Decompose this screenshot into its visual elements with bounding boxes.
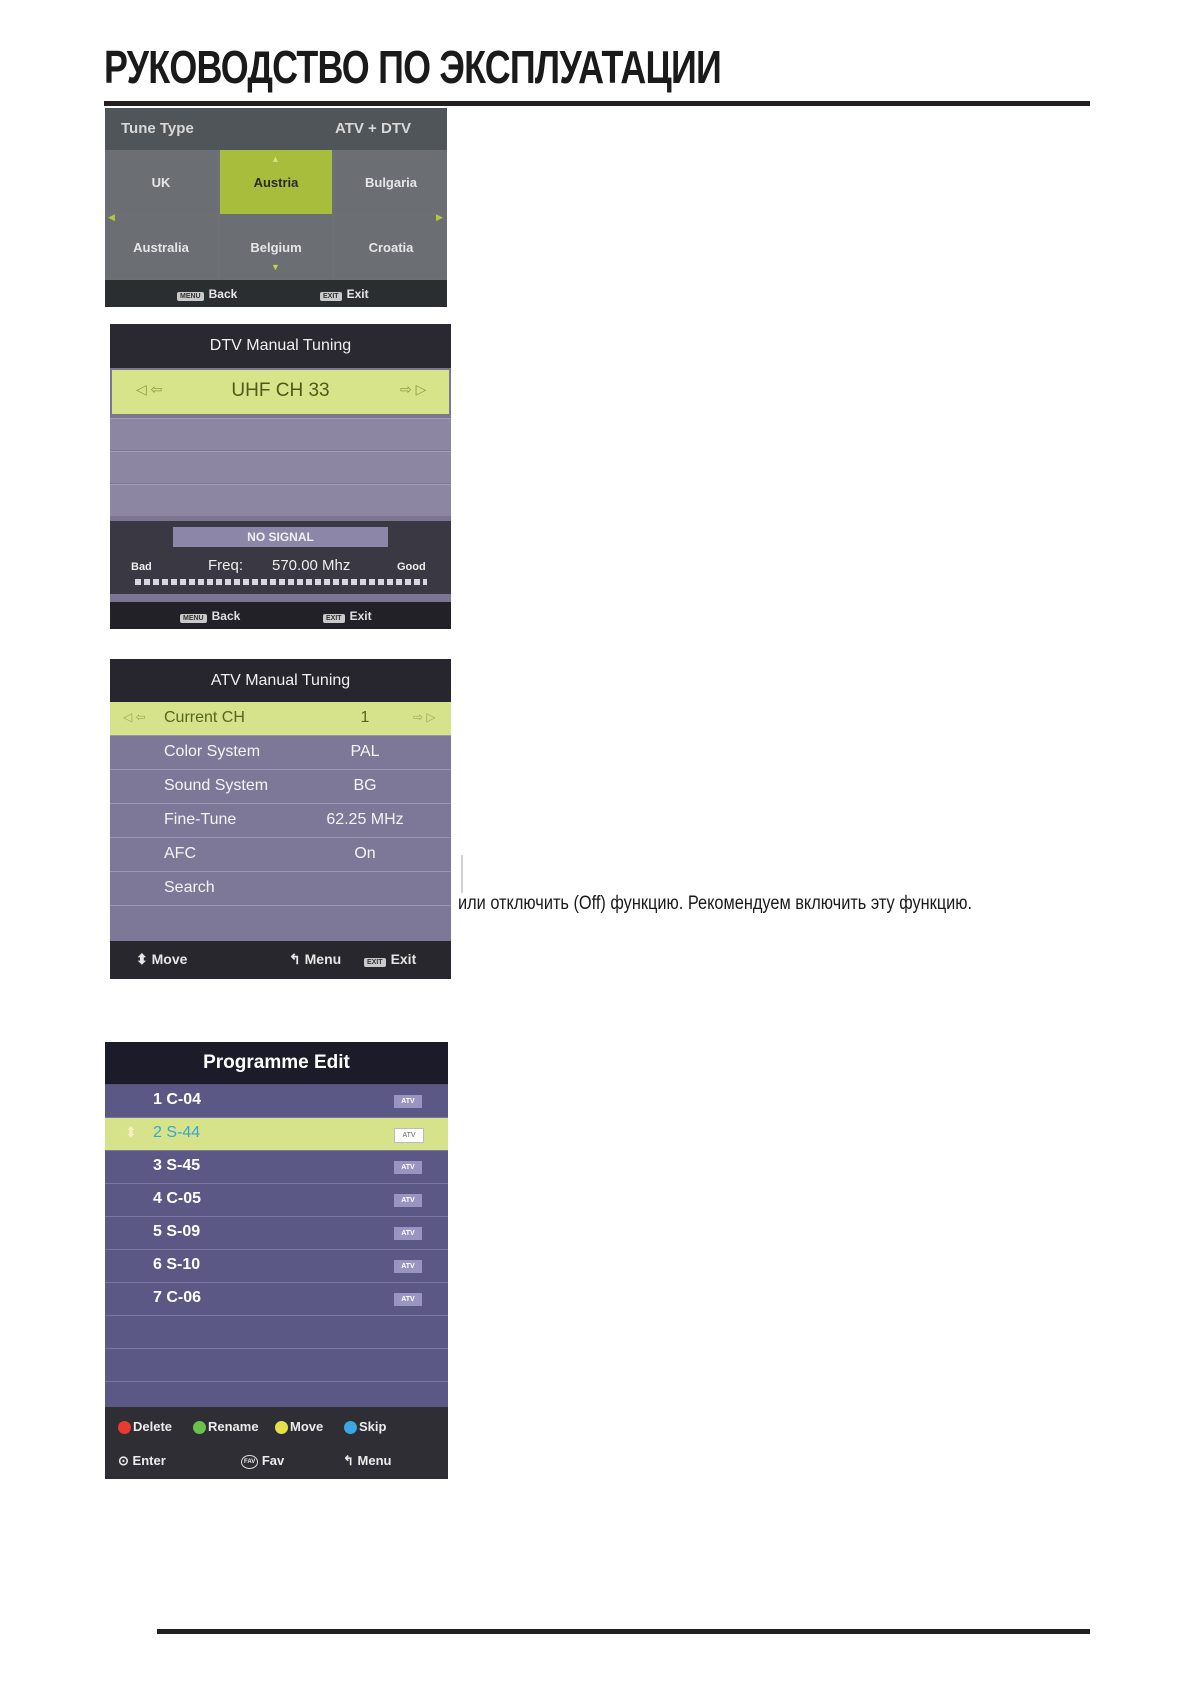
rename-hint: Rename — [193, 1419, 259, 1434]
left-arrow-icon: ◁ ⇦ — [123, 710, 146, 724]
programme-name: 6 S-10 — [153, 1256, 201, 1273]
atv-badge: ATV — [394, 1095, 422, 1108]
freq-label: Freq: — [208, 557, 244, 574]
tune-type-label: Tune Type — [121, 120, 194, 137]
atv-row-label: Color System — [164, 743, 261, 760]
programme-row[interactable] — [105, 1283, 448, 1316]
atv-row-value: 1 — [360, 709, 370, 726]
atv-badge: ATV — [394, 1260, 422, 1273]
dtv-channel-row[interactable] — [112, 370, 449, 414]
programme-row[interactable] — [105, 1184, 448, 1217]
return-icon: ↰ — [289, 951, 301, 967]
right-arrow-icon: ⇨ ▷ — [413, 710, 436, 724]
menu-hint: ↰ Menu — [289, 951, 342, 967]
atv-row-value: On — [354, 845, 376, 862]
move-hint: ⬍ Move — [136, 951, 188, 967]
programme-row[interactable] — [105, 1085, 448, 1118]
programme-edit-screen — [105, 1042, 448, 1479]
tune-type-header — [105, 108, 447, 150]
programme-name: 2 S-44 — [153, 1124, 201, 1141]
country-belgium[interactable]: Belgium — [220, 215, 332, 279]
atv-row-search[interactable] — [110, 872, 451, 906]
skip-hint: Skip — [344, 1419, 386, 1434]
programme-name: 3 S-45 — [153, 1157, 201, 1174]
tune-type-screen — [105, 108, 447, 307]
dtv-footer — [110, 602, 451, 629]
atv-row-label: Current CH — [164, 709, 245, 726]
programme-row-selected[interactable] — [105, 1118, 448, 1151]
atv-footer — [110, 941, 451, 979]
ok-icon: ⊙ — [118, 1453, 129, 1468]
atv-row-color-system[interactable] — [110, 736, 451, 770]
signal-panel — [110, 521, 451, 594]
move-hint: Move — [275, 1419, 323, 1434]
empty-row — [110, 418, 451, 450]
enter-hint: ⊙ Enter — [118, 1453, 166, 1468]
atv-row-value: PAL — [350, 743, 380, 760]
atv-row-label: Fine-Tune — [164, 811, 237, 828]
country-uk[interactable]: UK — [105, 150, 217, 214]
no-signal-banner: NO SIGNAL — [173, 527, 388, 547]
programme-row[interactable] — [105, 1151, 448, 1184]
atv-row-afc[interactable] — [110, 838, 451, 872]
tune-type-footer — [105, 280, 447, 307]
atv-badge: ATV — [394, 1161, 422, 1174]
atv-badge: ATV — [394, 1293, 422, 1306]
atv-row-value: 62.25 MHz — [326, 811, 404, 828]
atv-row-current-ch[interactable] — [110, 702, 451, 736]
empty-row — [105, 1316, 448, 1349]
dtv-title: DTV Manual Tuning — [110, 324, 451, 368]
programme-name: 7 C-06 — [153, 1289, 202, 1306]
atv-badge: ATV — [394, 1227, 422, 1240]
left-arrow-icon: ◀ — [108, 212, 115, 222]
atv-row-label: AFC — [164, 845, 196, 862]
programme-name: 4 C-05 — [153, 1190, 202, 1207]
menu-key-icon: MENU — [177, 292, 204, 301]
good-label: Good — [397, 561, 426, 573]
freq-value: 570.00 Mhz — [272, 557, 351, 574]
empty-row — [110, 484, 451, 516]
tune-type-value: ATV + DTV — [335, 120, 411, 137]
exit-hint: EXIT Exit — [320, 287, 369, 301]
empty-row — [105, 1382, 448, 1408]
exit-hint: EXIT Exit — [323, 609, 372, 623]
left-arrow-icon[interactable]: ◁ ⇦ — [136, 381, 163, 397]
country-croatia[interactable]: Croatia — [335, 215, 447, 279]
atv-badge: ATV — [394, 1194, 422, 1207]
empty-row — [105, 1349, 448, 1382]
body-text: или отключить (Off) функцию. Рекомендуем включить эту функцию. — [458, 893, 973, 914]
atv-row-label: Search — [164, 879, 215, 896]
fav-hint: FAV Fav — [241, 1453, 284, 1469]
programme-row[interactable] — [105, 1250, 448, 1283]
up-down-icon: ⬍ — [125, 1124, 137, 1140]
exit-key-icon: EXIT — [320, 292, 342, 301]
green-button-icon — [193, 1421, 206, 1434]
fav-key-icon: FAV — [241, 1455, 258, 1469]
dtv-channel-value: UHF CH 33 — [231, 380, 330, 401]
right-arrow-icon[interactable]: ⇨ ▷ — [400, 381, 427, 397]
atv-manual-tuning-screen — [110, 659, 451, 979]
empty-row — [110, 451, 451, 483]
programme-edit-title: Programme Edit — [105, 1042, 448, 1084]
red-button-icon — [118, 1421, 131, 1434]
atv-row-sound-system[interactable] — [110, 770, 451, 804]
yellow-button-icon — [275, 1421, 288, 1434]
country-australia[interactable]: Australia — [105, 215, 217, 279]
programme-name: 1 C-04 — [153, 1091, 202, 1108]
blue-button-icon — [344, 1421, 357, 1434]
atv-row-fine-tune[interactable] — [110, 804, 451, 838]
bad-label: Bad — [131, 561, 152, 573]
atv-title: ATV Manual Tuning — [110, 659, 451, 702]
atv-badge: ATV — [394, 1128, 424, 1143]
back-hint: MENU Back — [177, 287, 237, 301]
exit-key-icon: EXIT — [323, 614, 345, 623]
right-arrow-icon: ▶ — [436, 212, 443, 222]
atv-row-label: Sound System — [164, 777, 269, 794]
atv-row-value: BG — [353, 777, 377, 794]
page-title: РУКОВОДСТВО ПО ЭКСПЛУАТАЦИИ — [104, 41, 721, 93]
bottom-rule — [157, 1629, 1090, 1634]
exit-key-icon: EXIT — [364, 958, 386, 967]
up-down-icon: ⬍ — [136, 951, 148, 967]
down-arrow-icon: ▼ — [271, 262, 280, 272]
programme-name: 5 S-09 — [153, 1223, 201, 1240]
dtv-manual-tuning-screen — [110, 324, 451, 629]
back-hint: MENU Back — [180, 609, 240, 623]
delete-hint: Delete — [118, 1419, 172, 1434]
exit-hint: EXIT Exit — [364, 951, 416, 967]
programme-row[interactable] — [105, 1217, 448, 1250]
menu-key-icon: MENU — [180, 614, 207, 623]
signal-meter — [135, 579, 427, 585]
up-arrow-icon: ▲ — [271, 154, 280, 164]
divider-line — [461, 855, 463, 893]
return-icon: ↰ — [343, 1453, 354, 1468]
programme-edit-footer — [105, 1407, 448, 1479]
country-bulgaria[interactable]: Bulgaria — [335, 150, 447, 214]
menu-hint: ↰ Menu — [343, 1453, 392, 1468]
title-rule — [104, 101, 1090, 106]
country-austria[interactable]: Austria — [220, 150, 332, 214]
